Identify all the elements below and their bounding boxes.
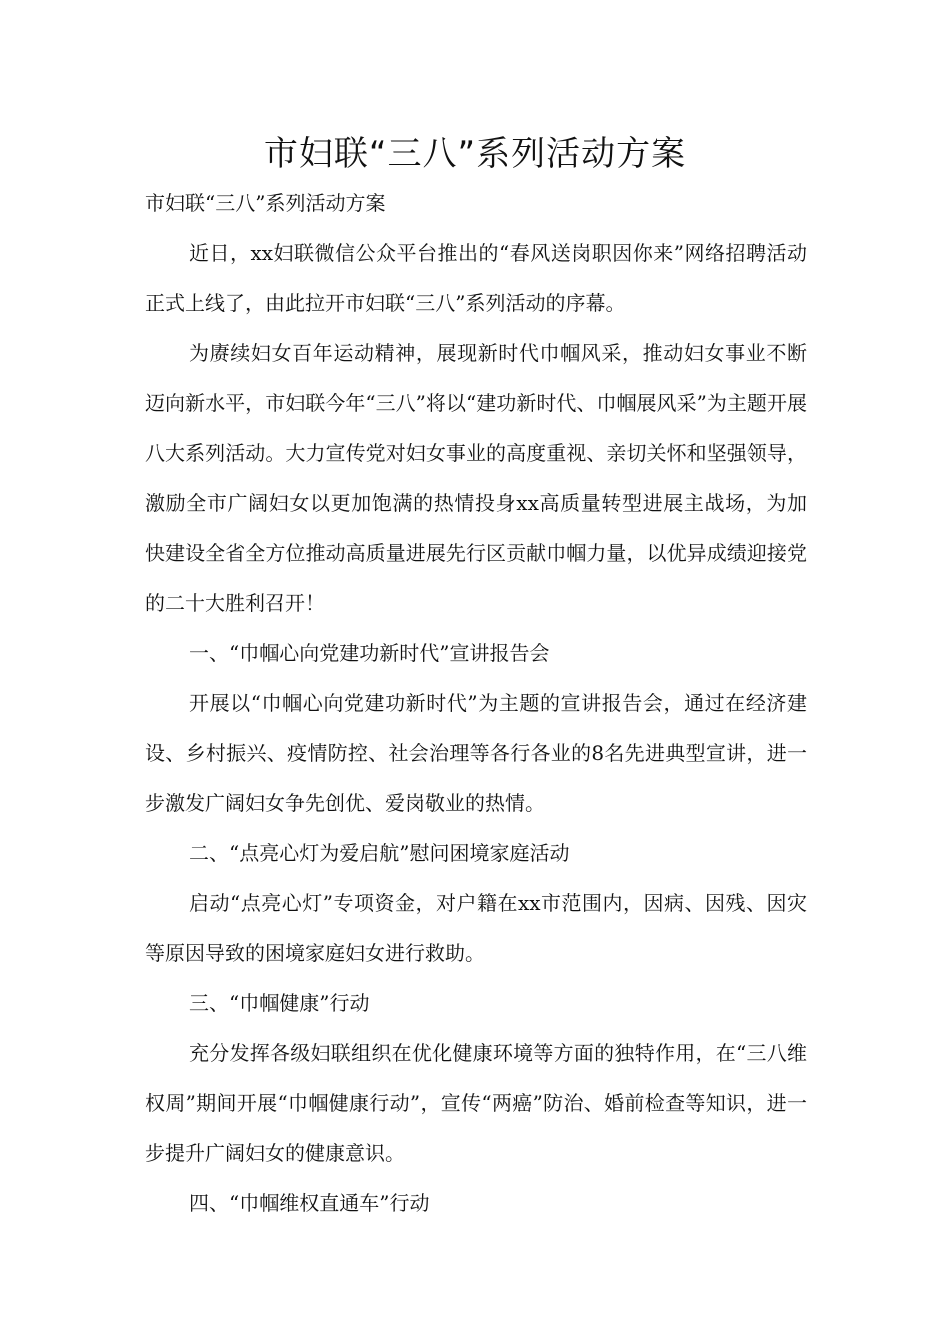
paragraph-section-2: 启动“点亮心灯”专项资金，对户籍在xx市范围内，因病、因残、因灾等原因导致的困境家庭妇女进行救助。 [145, 891, 807, 965]
document-title: 市妇联“三八”系列活动方案 [263, 134, 687, 174]
paragraph-section-1: 开展以“巾帼心向党建功新时代”为主题的宣讲报告会，通过在经济建设、乡村振兴、疫情防控、社会治理等各行各业的8名先进典型宣讲，进一步激发广阔妇女争先创优、爱岗敬业的热情。 [145, 691, 807, 815]
document-body [145, 178, 807, 1228]
paragraph-intro: 近日，xx妇联微信公众平台推出的“春风送岗职因你来”网络招聘活动正式上线了，由此拉开市妇联“三八”系列活动的序幕。 [145, 241, 807, 315]
section-heading-3: 三、“巾帼健康”行动 [189, 991, 370, 1015]
section-heading-2: 二、“点亮心灯为爱启航”慰问困境家庭活动 [189, 841, 570, 865]
document-subtitle: 市妇联“三八”系列活动方案 [145, 191, 386, 215]
section-heading-4: 四、“巾帼维权直通车”行动 [189, 1191, 430, 1215]
paragraph-theme: 为赓续妇女百年运动精神，展现新时代巾帼风采，推动妇女事业不断迈向新水平，市妇联今年“三八”将以“建功新时代、巾帼展风采”为主题开展八大系列活动。大力宣传党对妇女事业的高度重视、亲切关怀和坚强领导，激励全市广阔妇女以更加饱满的热情投身xx高质量转型进展主战场，为加快建设全省全方位推动高质量进展先行区贡献巾帼力量，以优异成绩迎接党的二十大胜利召开！ [145, 341, 807, 615]
paragraph-section-3: 充分发挥各级妇联组织在优化健康环境等方面的独特作用，在“三八维权周”期间开展“巾帼健康行动”，宣传“两癌”防治、婚前检查等知识，进一步提升广阔妇女的健康意识。 [145, 1041, 807, 1165]
section-heading-1: 一、“巾帼心向党建功新时代”宣讲报告会 [189, 641, 550, 665]
